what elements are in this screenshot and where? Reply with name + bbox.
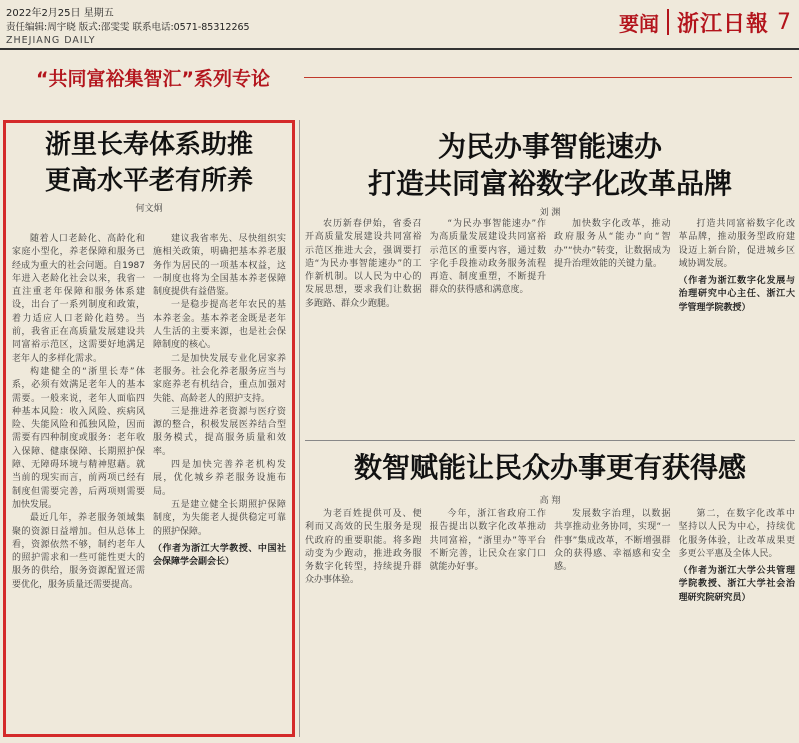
article-column-2	[153, 233, 286, 730]
paragraph: “为民办事智能速办”作为高质量发展建设共同富裕示范区的重要内容，通过数字化手段推动政务服务流程再造、制度重塑，不断提升群众的获得感和满意度。	[429, 219, 546, 296]
paragraph: 建议我省率先、尽快组织实施相关政策，明确把基本养老服务作为居民的一项基本权益，这一制度也将为全国基本养老保障制度提供有益借鉴。	[153, 234, 286, 298]
paragraph: 为老百姓提供可及、便利而又高效的民生服务是现代政府的重要职能。将多跑动变为少跑动，推进政务服务数字化转型，持续提升群众办事体验。	[305, 509, 422, 586]
paragraph: 三是推进养老资源与医疗资源的整合，积极发展医养结合型服务模式，提高服务质量和效率。	[153, 406, 286, 457]
paragraph: 随着人口老龄化、高龄化和家庭小型化，养老保障和服务已经成为重大的社会问题。自1987年进入老龄化社会以来，我省一直注重老年保障和服务体系建设，出台了一系列制度和政策，着力适应人口老龄化趋势。当前，我省正在高质量发展建设共同富裕示范区，这需要好地满足老年人的多样化需求。	[12, 234, 145, 364]
article-title	[6, 127, 292, 199]
paragraph: 五是建立健全长期照护保障制度，为失能老人提供稳定可靠的照护保障。	[153, 499, 286, 537]
article-digital-reform-title	[305, 128, 795, 202]
title-line-2: 打造共同富裕数字化改革品牌	[367, 167, 732, 200]
english-paper-name: ZHEJIANG DAILY	[6, 35, 96, 46]
paragraph: 打造共同富裕数字化改革品牌，推动服务型政府建设迈上新台阶，促进城乡区域协调发展。	[678, 219, 795, 269]
issue-date: 2022年2月25日 星期五	[6, 8, 114, 19]
page-number: 7	[777, 9, 791, 35]
article-column	[554, 218, 671, 414]
article-column	[430, 218, 547, 414]
article-elderly-care	[3, 120, 295, 737]
author-note: （作者为浙江大学教授、中国社会保障学会副会长）	[153, 543, 286, 568]
section-name: 要闻	[618, 11, 659, 36]
article-digital-services-body	[305, 508, 795, 738]
paragraph: 发展数字治理，以数据共享推动业务协同，实现“一件事”集成改革，不断增强群众的获得感、幸福感和安全感。	[554, 509, 671, 573]
author-note: （作者为浙江大学公共管理学院教授、浙江大学社会治理研究院研究员）	[678, 566, 795, 603]
article-digital-services-title: 数智赋能让民众办事更有获得感	[353, 451, 746, 484]
title-line-1: 浙里长寿体系助推	[44, 130, 253, 160]
title-line-2: 更高水平老有所养	[44, 166, 253, 196]
article-column	[679, 508, 796, 738]
series-title: “共同富裕集智汇”系列专论	[36, 68, 270, 90]
paragraph: 四是加快完善养老机构发展，优化城乡养老服务设施布局。	[153, 460, 286, 497]
paragraph: 今年，浙江省政府工作报告提出以数字化改革推动共同富裕，“浙里办”等平台不断完善，让民众在家门口就能办好事。	[429, 509, 546, 573]
column-divider	[299, 120, 300, 737]
paper-logo: 浙江日報	[676, 10, 769, 37]
masthead-divider	[667, 9, 669, 35]
author-note: （作者为浙江数字化发展与治理研究中心主任、浙江大学管理学院教授）	[678, 276, 795, 313]
masthead-rule	[0, 48, 799, 50]
series-rule	[304, 77, 792, 78]
masthead-right	[619, 4, 791, 40]
article-column	[305, 218, 422, 414]
article-column	[554, 508, 671, 738]
article-digital-reform-body	[305, 218, 795, 414]
paragraph: 最近几年，养老服务领域集聚的资源日益增加。但从总体上看，资源依然不够，制约老年人的照护需求和一些可能性更大的服务的供给，服务资源配置还需要优化，服务质量还需要提高。	[12, 513, 145, 590]
paragraph: 加快数字化改革，推动政府服务从“能办”向“智办”“快办”转变，让数据成为提升治理效能的关键力量。	[554, 219, 671, 269]
paragraph: 农历新春伊始，省委召开高质量发展建设共同富裕示范区推进大会，强调要打造“为民办事智能速办”的工作新机制。以人民为中心的发展思想，要求我们让数据多跑路、群众少跑腿。	[305, 219, 422, 309]
article-column	[305, 508, 422, 738]
article-byline: 刘 渊	[539, 208, 561, 218]
article-column-1	[12, 233, 145, 730]
editor-credits: 责任编辑:周宇晓 版式:邵雯雯 联系电话:0571-85312265	[6, 22, 250, 33]
paragraph: 构建健全的“浙里长寿”体系，必须有效满足老年人的基本需要。一般来说，老年人面临四种基本风险：收入风险、疾病风险、失能风险和孤独风险，因而需要有四种制度或服务：老年收入保障、健康保障、长期照护保障、无障碍环境与精神慰藉。就当前的现实而言，前两项已经有制度但需要完善，后两项则需要加快发展。	[12, 366, 145, 510]
article-separator	[305, 440, 795, 441]
article-column	[679, 218, 796, 414]
article-byline: 何文炯	[135, 204, 163, 214]
paragraph: 二是加快发展专业化居家养老服务。社会化养老服务应当与家庭养老有机结合，重点加强对失能、高龄老人的照护支持。	[153, 353, 286, 404]
paragraph: 第二，在数字化改革中坚持以人民为中心，持续优化服务体验，让改革成果更多更公平惠及全体人民。	[678, 509, 795, 559]
article-column	[430, 508, 547, 738]
title-line-1: 为民办事智能速办	[437, 130, 662, 163]
article-byline: 高 翔	[539, 496, 561, 506]
paragraph: 一是稳步提高老年农民的基本养老金。基本养老金既是老年人生活的主要来源，也是社会保障制度的核心。	[153, 300, 286, 351]
